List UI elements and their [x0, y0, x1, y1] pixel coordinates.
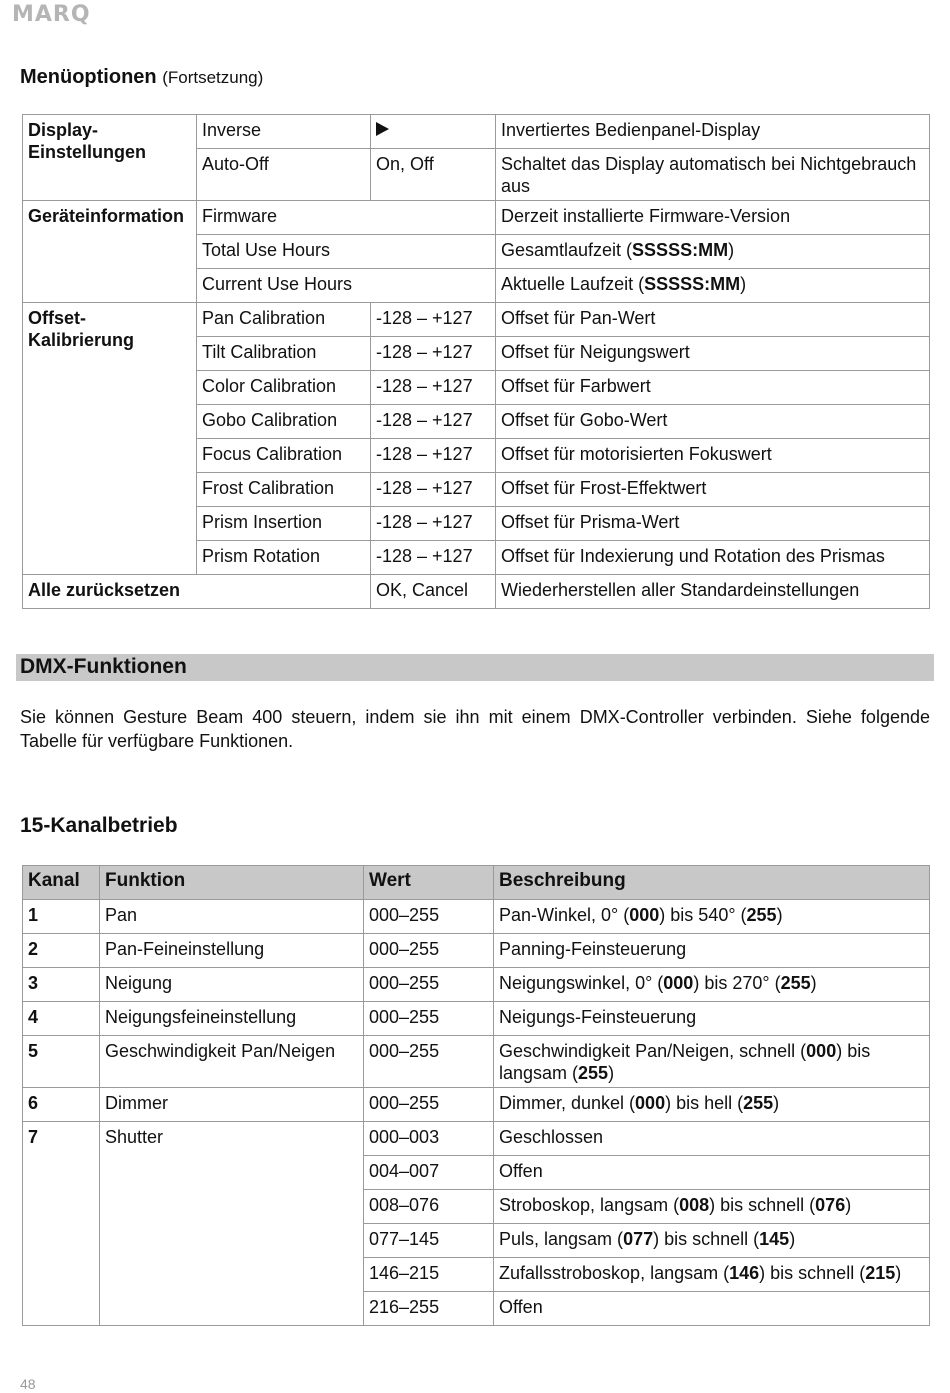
- channel-description: Neigungswinkel, 0° (000) bis 270° (255): [494, 968, 930, 1002]
- table-row: [23, 575, 930, 609]
- option-desc: Aktuelle Laufzeit (SSSSS:MM): [496, 269, 930, 303]
- option-desc: Offset für Gobo-Wert: [496, 405, 930, 439]
- option-name: Firmware: [197, 201, 496, 235]
- option-value: -128 – +127: [371, 439, 496, 473]
- option-name: Gobo Calibration: [197, 405, 371, 439]
- channel-number: 1: [23, 900, 100, 934]
- channel-value: 000–255: [364, 1088, 494, 1122]
- option-name: Current Use Hours: [197, 269, 496, 303]
- channel-function: Pan: [100, 900, 364, 934]
- table-row: [23, 115, 930, 149]
- channel-description: Offen: [494, 1292, 930, 1326]
- channel-function: Shutter: [100, 1122, 364, 1326]
- header-beschreibung: Beschreibung: [494, 866, 930, 900]
- channel-value: 077–145: [364, 1224, 494, 1258]
- channel-function: Geschwindigkeit Pan/Neigen: [100, 1036, 364, 1088]
- channel-value: 008–076: [364, 1190, 494, 1224]
- option-value: -128 – +127: [371, 337, 496, 371]
- channel-value: 000–255: [364, 900, 494, 934]
- option-desc: Offset für Prisma-Wert: [496, 507, 930, 541]
- channel-description: Panning-Feinsteuerung: [494, 934, 930, 968]
- kanal-section-title: 15-Kanalbetrieb: [20, 814, 178, 837]
- channel-function: Neigungsfeineinstellung: [100, 1002, 364, 1036]
- channel-function: Neigung: [100, 968, 364, 1002]
- table-row: [23, 201, 930, 235]
- channel-number: 5: [23, 1036, 100, 1088]
- table-row: [23, 1122, 930, 1156]
- option-desc: Schaltet das Display automatisch bei Nichtgebrauch aus: [496, 149, 930, 201]
- option-name: Auto-Off: [197, 149, 371, 201]
- channel-value: 146–215: [364, 1258, 494, 1292]
- option-name: Color Calibration: [197, 371, 371, 405]
- option-desc: Offset für motorisierten Fokuswert: [496, 439, 930, 473]
- option-value: -128 – +127: [371, 303, 496, 337]
- table-row: [23, 1036, 930, 1088]
- channel-value: 004–007: [364, 1156, 494, 1190]
- option-value: -128 – +127: [371, 473, 496, 507]
- group-display: Display- Einstellungen: [23, 115, 197, 201]
- table-row: [23, 900, 930, 934]
- option-name: Prism Rotation: [197, 541, 371, 575]
- option-name: Frost Calibration: [197, 473, 371, 507]
- group-geraet: Geräteinformation: [23, 201, 197, 303]
- option-desc: Offset für Frost-Effektwert: [496, 473, 930, 507]
- option-name: Prism Insertion: [197, 507, 371, 541]
- header-wert: Wert: [364, 866, 494, 900]
- option-desc: Offset für Pan-Wert: [496, 303, 930, 337]
- channel-description: Offen: [494, 1156, 930, 1190]
- channel-value: 000–255: [364, 1036, 494, 1088]
- option-desc: Offset für Neigungswert: [496, 337, 930, 371]
- option-desc: Offset für Indexierung und Rotation des Prismas: [496, 541, 930, 575]
- dmx-title: DMX-Funktionen: [20, 655, 187, 678]
- channel-description: Pan-Winkel, 0° (000) bis 540° (255): [494, 900, 930, 934]
- channel-value: 000–255: [364, 1002, 494, 1036]
- option-name: Total Use Hours: [197, 235, 496, 269]
- menu-options-table: [22, 114, 930, 609]
- dmx-section-header: [16, 654, 934, 681]
- option-value: OK, Cancel: [371, 575, 496, 609]
- channel-description: Geschwindigkeit Pan/Neigen, schnell (000) bis langsam (255): [494, 1036, 930, 1088]
- option-desc: Invertiertes Bedienpanel-Display: [496, 115, 930, 149]
- option-value: [371, 115, 496, 149]
- marq-logo: MARQ: [12, 2, 91, 27]
- channel-description: Stroboskop, langsam (008) bis schnell (076): [494, 1190, 930, 1224]
- option-name: Pan Calibration: [197, 303, 371, 337]
- menu-subtitle: (Fortsetzung): [162, 68, 264, 87]
- channel-description: Dimmer, dunkel (000) bis hell (255): [494, 1088, 930, 1122]
- channel-function: Dimmer: [100, 1088, 364, 1122]
- channel-value: 216–255: [364, 1292, 494, 1326]
- option-name: Inverse: [197, 115, 371, 149]
- header-kanal: Kanal: [23, 866, 100, 900]
- group-reset: Alle zurücksetzen: [23, 575, 371, 609]
- channel-number: 7: [23, 1122, 100, 1326]
- table-row: [23, 1002, 930, 1036]
- channel-number: 3: [23, 968, 100, 1002]
- option-name: Tilt Calibration: [197, 337, 371, 371]
- channel-number: 6: [23, 1088, 100, 1122]
- table-row: [23, 303, 930, 337]
- channel-function: Pan-Feineinstellung: [100, 934, 364, 968]
- channel-description: Neigungs-Feinsteuerung: [494, 1002, 930, 1036]
- table-row: [23, 934, 930, 968]
- header-funktion: Funktion: [100, 866, 364, 900]
- menu-title: Menüoptionen: [20, 66, 157, 88]
- channel-value: 000–255: [364, 934, 494, 968]
- table-row: [23, 968, 930, 1002]
- option-value: -128 – +127: [371, 507, 496, 541]
- channel-value: 000–255: [364, 968, 494, 1002]
- dmx-channel-table: [22, 865, 930, 1326]
- page-number: 48: [20, 1376, 36, 1392]
- option-value: -128 – +127: [371, 541, 496, 575]
- dmx-intro-text: Sie können Gesture Beam 400 steuern, indem sie ihn mit einem DMX-Controller verbinden. Siehe folgende Tabelle für verfügbare Funktionen.: [20, 707, 930, 751]
- option-desc: Wiederherstellen aller Standardeinstellungen: [496, 575, 930, 609]
- option-value: -128 – +127: [371, 371, 496, 405]
- option-desc: Offset für Farbwert: [496, 371, 930, 405]
- channel-description: Geschlossen: [494, 1122, 930, 1156]
- channel-description: Zufallsstroboskop, langsam (146) bis schnell (215): [494, 1258, 930, 1292]
- option-value: On, Off: [371, 149, 496, 201]
- channel-description: Puls, langsam (077) bis schnell (145): [494, 1224, 930, 1258]
- option-desc: Gesamtlaufzeit (SSSSS:MM): [496, 235, 930, 269]
- option-desc: Derzeit installierte Firmware-Version: [496, 201, 930, 235]
- play-triangle-icon: [376, 122, 389, 136]
- menu-section-title: [20, 66, 263, 89]
- channel-number: 2: [23, 934, 100, 968]
- channel-number: 4: [23, 1002, 100, 1036]
- group-offset: Offset- Kalibrierung: [23, 303, 197, 575]
- option-name: Focus Calibration: [197, 439, 371, 473]
- table-row: [23, 1088, 930, 1122]
- table-header-row: [23, 866, 930, 900]
- channel-value: 000–003: [364, 1122, 494, 1156]
- option-value: -128 – +127: [371, 405, 496, 439]
